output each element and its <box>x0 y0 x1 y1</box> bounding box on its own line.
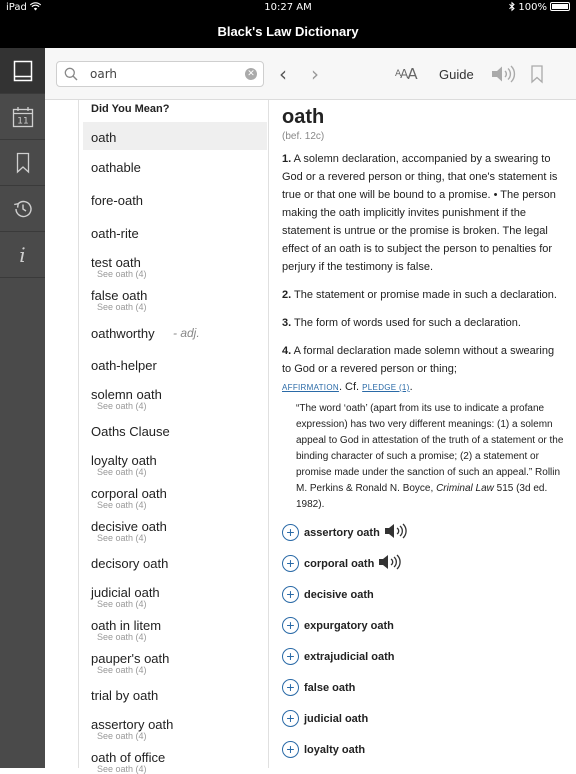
subentry-row[interactable] <box>282 517 564 548</box>
bookmark-outline-icon <box>531 65 543 83</box>
entry-quotation: “The word ‘oath’ (apart from its use to indicate a profane expression) has two very different meanings: (1) a solemn appeal to God in attestation of the truth of a statement or the binding character of such a promise; (2) a statement or promise made under the sanction of such an appeal.” Rollin M. Perkins & Ronald N. Boyce, Criminal Law 515 (3d ed. 1982). <box>296 403 564 510</box>
suggestion-item[interactable] <box>83 350 267 378</box>
suggestion-term: oath of office <box>91 750 166 765</box>
subentry-label: extrajudicial oath <box>304 650 395 663</box>
left-nav-bar <box>0 48 45 768</box>
suggestion-term: oathable <box>91 160 141 175</box>
see-also-note: See oath (4) <box>97 302 147 312</box>
see-also-note: See oath (4) <box>97 533 147 543</box>
see-also-note: See oath (4) <box>97 665 147 675</box>
suggestion-term: corporal oath <box>91 486 167 501</box>
entry-date: (bef. 12c) <box>282 131 325 142</box>
font-size-button[interactable]: A A A <box>395 65 417 83</box>
speaker-icon <box>384 523 408 539</box>
suggestion-item[interactable] <box>83 152 267 180</box>
entry-pane <box>282 100 564 768</box>
subentry-label: corporal oath <box>304 557 375 570</box>
see-also-note: See oath (4) <box>97 401 147 411</box>
suggestion-term: decisory oath <box>91 556 169 571</box>
subentry-label: loyalty oath <box>304 743 366 756</box>
suggestion-term: oathworthy <box>91 326 155 341</box>
sense-3: 3. The form of words used for such a declaration. <box>282 317 521 329</box>
status-bar <box>0 0 576 16</box>
subentry-row[interactable] <box>282 548 564 579</box>
suggestion-term: assertory oath <box>91 717 174 732</box>
add-bookmark-button[interactable] <box>531 62 543 86</box>
entry-headword: oath <box>282 106 325 128</box>
subentry-label: false oath <box>304 681 356 694</box>
see-also-note: See oath (4) <box>97 764 147 774</box>
suggestion-item[interactable] <box>83 250 267 278</box>
search-box[interactable] <box>56 61 264 87</box>
suggestion-item[interactable] <box>83 745 267 773</box>
suggestion-list <box>78 100 269 774</box>
suggestion-item[interactable] <box>83 646 267 674</box>
sense-1: 1. A solemn declaration, accompanied by a swearing to God or a revered person or thing, that one's statement is true or that one will be bound to a promise. • The person making the oath implicitly invites punishment if the statement is untrue or the promise is broken. The legal effect of an oath is to subject the person to penalties for perjury if the testimony is false. <box>282 153 558 273</box>
search-icon <box>64 67 78 81</box>
battery-icon <box>550 2 570 11</box>
see-also-note: See oath (4) <box>97 467 147 477</box>
see-also-note: See oath (4) <box>97 500 147 510</box>
suggestion-item[interactable] <box>83 382 267 410</box>
subentry-row[interactable] <box>282 703 564 734</box>
suggestion-term: solemn oath <box>91 387 162 402</box>
suggestion-item[interactable] <box>83 318 267 346</box>
suggestion-term: loyalty oath <box>91 453 157 468</box>
suggestion-item[interactable] <box>83 580 267 608</box>
guide-button[interactable]: Guide <box>439 66 474 82</box>
forward-button[interactable]: › <box>311 62 319 86</box>
suggestion-term: decisive oath <box>91 519 167 534</box>
xref-affirmation-link[interactable]: AFFIRMATION <box>282 383 339 392</box>
suggestion-item[interactable] <box>83 448 267 476</box>
expand-plus-icon[interactable]: + <box>282 741 299 758</box>
suggestion-item[interactable] <box>83 514 267 542</box>
history-icon <box>12 198 34 220</box>
info-icon: i <box>19 242 26 267</box>
suggestion-term: false oath <box>91 288 148 303</box>
suggestion-term: oath in litem <box>91 618 162 633</box>
pronounce-audio-button[interactable] <box>378 554 402 573</box>
status-time: 10:27 AM <box>264 2 312 13</box>
pronounce-button[interactable] <box>491 62 517 86</box>
status-device: iPad <box>6 2 41 13</box>
nav-info-button[interactable] <box>0 232 45 278</box>
pronounce-audio-button[interactable] <box>384 523 408 542</box>
expand-plus-icon[interactable]: + <box>282 555 299 572</box>
part-of-speech: - adj. <box>173 326 200 340</box>
nav-calendar-button[interactable] <box>0 94 45 140</box>
nav-bookmarks-button[interactable] <box>0 140 45 186</box>
sense-2: 2. The statement or promise made in such a declaration. <box>282 289 557 301</box>
subentry-list <box>282 517 564 765</box>
suggestion-item[interactable] <box>83 416 267 444</box>
suggestion-term: fore-oath <box>91 193 144 208</box>
suggestion-term: oath-rite <box>91 226 139 241</box>
suggestion-item[interactable] <box>83 680 267 708</box>
subentry-row[interactable] <box>282 734 564 765</box>
suggestion-term: judicial oath <box>91 585 160 600</box>
battery-percent: 100% <box>518 2 547 13</box>
see-also-note: See oath (4) <box>97 731 147 741</box>
subentry-row[interactable] <box>282 641 564 672</box>
suggestion-term: Oaths Clause <box>91 424 170 439</box>
sense-4: 4. A formal declaration made solemn without a swearing to God or a revered person or thing; AFFIRMATION. Cf. PLEDGE (1). <box>282 345 555 393</box>
suggestion-item[interactable] <box>83 613 267 641</box>
subentry-label: judicial oath <box>304 712 369 725</box>
subentry-row[interactable] <box>282 610 564 641</box>
xref-pledge-link[interactable]: PLEDGE (1) <box>362 383 410 392</box>
toolbar <box>45 48 576 100</box>
calendar-icon <box>12 106 34 128</box>
nav-dictionary-button[interactable] <box>0 48 45 94</box>
suggestion-term: test oath <box>91 255 141 270</box>
speaker-icon <box>378 554 402 570</box>
see-also-note: See oath (4) <box>97 599 147 609</box>
suggestion-item[interactable] <box>83 218 267 246</box>
app-title: Black's Law Dictionary <box>0 16 576 48</box>
expand-plus-icon[interactable]: + <box>282 648 299 665</box>
suggestion-item[interactable] <box>83 122 267 150</box>
expand-plus-icon[interactable]: + <box>282 679 299 696</box>
subentry-label: expurgatory oath <box>304 619 394 632</box>
suggestion-item[interactable] <box>83 481 267 509</box>
clear-search-icon[interactable]: ✕ <box>245 68 257 80</box>
suggestion-item[interactable] <box>83 712 267 740</box>
suggestion-item[interactable] <box>83 283 267 311</box>
see-also-note: See oath (4) <box>97 632 147 642</box>
subentry-row[interactable] <box>282 579 564 610</box>
dictionary-icon <box>13 60 33 82</box>
expand-plus-icon[interactable]: + <box>282 710 299 727</box>
search-input[interactable] <box>90 65 240 83</box>
bluetooth-icon <box>509 2 515 11</box>
status-right <box>509 2 570 13</box>
back-button[interactable]: ‹ <box>279 62 287 86</box>
bookmark-icon <box>16 152 30 174</box>
suggestion-term: pauper's oath <box>91 651 170 666</box>
expand-plus-icon[interactable]: + <box>282 524 299 541</box>
subentry-label: assertory oath <box>304 526 380 539</box>
did-you-mean-heading: Did You Mean? <box>91 103 170 115</box>
subentry-label: decisive oath <box>304 588 374 601</box>
nav-history-button[interactable] <box>0 186 45 232</box>
see-also-note: See oath (4) <box>97 269 147 279</box>
speaker-icon <box>491 65 517 83</box>
subentry-row[interactable] <box>282 672 564 703</box>
expand-plus-icon[interactable]: + <box>282 617 299 634</box>
calendar-day: 11 <box>16 116 29 126</box>
suggestion-term: oath-helper <box>91 358 157 373</box>
suggestion-term: trial by oath <box>91 688 159 703</box>
suggestion-item[interactable] <box>83 548 267 576</box>
suggestion-item[interactable] <box>83 185 267 213</box>
expand-plus-icon[interactable]: + <box>282 586 299 603</box>
suggestion-term: oath <box>91 130 117 145</box>
